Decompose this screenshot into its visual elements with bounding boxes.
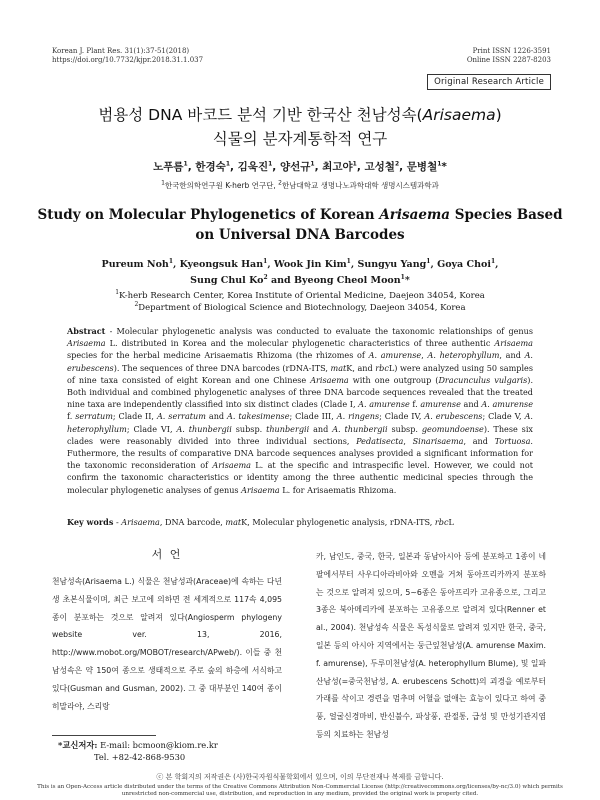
- keyword-segment: , DNA barcode,: [159, 517, 226, 527]
- english-affiliation-1: $^1$K-herb Research Center, Korea Institute of Oriental Medicine, Daejeon 34054, Korea: [115, 289, 485, 301]
- author-separator: ,: [430, 259, 438, 270]
- english-title-line2: on Universal DNA Barcodes: [195, 227, 405, 243]
- author-name: Byeong Cheol Moon: [294, 275, 401, 286]
- abstract-segment: ). The sequences of three DNA barcodes (rDNA-ITS,: [113, 362, 331, 373]
- abstract-segment: K, and: [346, 362, 376, 373]
- author-affiliation-mark: 1: [310, 160, 315, 168]
- abstract-segment: A. amurense: [358, 399, 410, 410]
- author-name: 노푸름: [153, 161, 184, 173]
- author-separator: ,: [314, 161, 323, 173]
- abstract-segment: A. serratum: [156, 411, 206, 422]
- abstract-segment: thunbergii: [266, 423, 310, 434]
- abstract-segment: Arisaema: [310, 374, 349, 385]
- print-issn: Print ISSN 1226-3591: [472, 47, 551, 55]
- abstract-segment: Arisaema: [241, 484, 280, 495]
- korean-affiliations: $^1$한국한의학연구원 K-herb 연구단, $^2$한남대학교 생명나노과학대학 생명시스템과학과: [161, 179, 439, 190]
- author-name: Sungyu Yang: [357, 259, 427, 270]
- journal-header-left: [52, 47, 203, 65]
- abstract-segment: A. erubescens: [424, 411, 483, 422]
- author-name: 고성철: [364, 161, 395, 173]
- author-name: 김욱진: [237, 161, 269, 173]
- abstract-segment: A. thunbergii: [176, 423, 232, 434]
- keyword-segment: L: [448, 517, 454, 527]
- abstract-segment: . Futhermore, the results of comparative DNA barcode sequences analyses provided a significant information for the taxonomic reconsideration of: [67, 435, 533, 471]
- author-affiliation-mark: 1: [346, 257, 351, 265]
- abstract-segment: A. heterophyllum: [67, 411, 533, 434]
- abstract-segment: L. for Arisaematis Rhizoma.: [279, 484, 397, 495]
- korean-title-line2: 식물의 분자계통학적 연구: [212, 130, 388, 148]
- abstract-segment: A. heterophyllum: [427, 350, 500, 361]
- abstract-segment: mat: [330, 362, 347, 373]
- abstract-segment: subsp.: [387, 423, 422, 434]
- abstract-segment: Sinarisaema: [412, 435, 464, 446]
- abstract-segment: A. takesimense: [227, 411, 290, 422]
- online-issn: Online ISSN 2287-8203: [466, 56, 551, 64]
- author-affiliation-mark: 1: [263, 257, 268, 265]
- korean-title-line1: 범용성 DNA 바코드 분석 기반 한국산 천남성속(Arisaema): [98, 106, 502, 124]
- abstract-segment: rbc: [375, 362, 389, 373]
- keywords-label: Key words: [67, 517, 114, 527]
- author-name: 양선규: [279, 161, 311, 173]
- author-separator: ,: [267, 259, 274, 270]
- author-separator: ,: [495, 259, 499, 270]
- author-separator: *: [404, 275, 410, 286]
- abstract-segment: A. amurense: [368, 350, 422, 361]
- abstract-segment: L) were analyzed using 50 samples of nine taxa consisted of eight Korean and one Chinese: [67, 362, 533, 385]
- author-name: Wook Jin Kim: [273, 259, 347, 270]
- keyword-segment: K, Molecular phylogenetic analysis, rDNA-ITS,: [241, 517, 435, 527]
- author-name: Pureum Noh: [101, 259, 169, 270]
- author-affiliation-mark: 1: [352, 160, 357, 168]
- author-affiliation-mark: 1: [183, 160, 188, 168]
- abstract-body: [67, 326, 533, 495]
- abstract-segment: - Molecular phylogenetic analysis was conducted to evaluate the taxonomic relationships of genus: [105, 326, 533, 336]
- author-affiliation-mark: 1: [426, 257, 431, 265]
- author-name: 한경숙: [195, 161, 226, 173]
- keyword-segment: -: [113, 517, 122, 527]
- abstract-segment: ; Clade II,: [112, 411, 157, 422]
- abstract-segment: serratum: [75, 411, 113, 422]
- footnote-divider: [52, 735, 156, 736]
- abstract: [67, 325, 533, 496]
- article-type-badge: Original Research Article: [427, 74, 551, 90]
- author-separator: and: [267, 275, 294, 286]
- abstract-segment: and: [460, 399, 482, 410]
- author-affiliation-mark: 2: [263, 273, 268, 281]
- abstract-segment: subsp.: [231, 423, 267, 434]
- abstract-segment: with one outgroup (: [348, 374, 439, 385]
- corresponding-author-email: *교신저자: E-mail: bcmoon@kiom.re.kr: [58, 740, 218, 750]
- abstract-segment: Arisaema: [494, 338, 533, 349]
- author-separator: ,: [272, 161, 280, 173]
- abstract-segment: Arisaema: [67, 338, 106, 349]
- abstract-segment: f.: [67, 411, 76, 422]
- author-affiliation-mark: 1: [268, 160, 273, 168]
- author-separator: ,: [399, 161, 407, 173]
- author-separator: ,: [350, 259, 358, 270]
- english-affiliation-2: $^2$Department of Biological Science and Biotechnology, Daejeon 34054, Korea: [134, 301, 466, 313]
- korean-authors: [0, 159, 600, 174]
- intro-heading: 서 언: [151, 548, 183, 561]
- corresponding-author-tel: Tel. +82-42-868-9530: [94, 752, 186, 762]
- abstract-segment: L. at the specific and intraspecific level. However, we could not confirm the taxonomic characteristics or identity among the three authentic medicinal species through the molecular phylogenetic analyses of genus: [67, 460, 533, 495]
- author-separator: ,: [230, 161, 238, 173]
- abstract-segment: ; Clade III,: [289, 411, 337, 422]
- author-name: Kyeongsuk Han: [179, 259, 264, 270]
- abstract-segment: ; Clade V,: [482, 411, 525, 422]
- english-title-line1: Study on Molecular Phylogenetics of Korean Arisaema Species Based: [37, 207, 563, 223]
- abstract-segment: , and: [463, 435, 495, 446]
- author-separator: ,: [356, 161, 365, 173]
- author-name: 최고야: [322, 161, 353, 173]
- abstract-segment: Pedatisecta: [356, 435, 404, 446]
- body-text-left: 천남성속(Arisaema L.) 식물은 천남성과(Araceae)에 속하는 다년생 초본식물이며, 최근 보고에 의하면 전 세계적으로 117속 4,095종이 분포하는 것으로 알려져 있다(Angiosperm phylogeny website ver. 13, 2016, http://www.mobot.org/MOBOT/research/APweb/). 이들 중 천남성속은 약 150여 종으로 생태적으로 주로 숲의 하층에 서식하고 있다(Gusman and Gusman, 2002). 그 중 대부분인 140여 종이 히말라야, 스리랑: [52, 577, 282, 711]
- abstract-segment: A. ringens: [336, 411, 380, 422]
- author-separator: *: [441, 161, 447, 173]
- author-separator: ,: [173, 259, 180, 270]
- abstract-segment: A. thunbergii: [332, 423, 388, 434]
- body-text-right: 카, 남인도, 중국, 한국, 일본과 동남아시아 등에 분포하고 1종이 네팔에서부터 사우디아라비아와 오멘을 거쳐 동아프리카까지 분포하는 것으로 알려져 있으며, 5~6종은 동아프리카 고유종으로, 그리고 3종은 북아메리카에 분포하는 고유종으로 알려져 있다(Renner et al., 2004). 천남성속 식물은 독성식물로 알려져 있지만 한국, 중국, 일본 등의 아시아 지역에서는 둥근잎천남성(A. amurense Maxim. f. amurense), 두루미천남성(A. heterophyllum Blume), 및 일파산남성(=중국천남성, A. erubescens Schott)의 괴경을 예로부터 가래를 삭이고 경련을 멈추며 어혈을 없애는 효능이 있다고 하여 중풍, 얼굴신경마비, 반신불수, 파상풍, 관절통, 급성 및 만성기관지염 등의 치료하는 천남성: [316, 552, 546, 739]
- keyword-segment: rbc: [434, 517, 449, 527]
- abstract-segment: f.: [409, 399, 421, 410]
- keywords-body: [113, 517, 454, 527]
- abstract-segment: Dracunculus vulgaris: [438, 374, 528, 385]
- author-name: Goya Choi: [437, 259, 491, 270]
- abstract-segment: and: [205, 411, 228, 422]
- author-separator: ,: [187, 161, 196, 173]
- author-affiliation-mark: 1: [400, 273, 405, 281]
- copyright-notice: ⓒ 본 학회지의 저작권은 (사)한국자원식물학회에서 있으며, 이의 무단전재나 복제를 금합니다.: [156, 773, 444, 781]
- journal-citation: Korean J. Plant Res. 31(1):37-51(2018): [52, 47, 190, 55]
- journal-header-right: [467, 47, 551, 65]
- abstract-segment: ; Clade IV,: [379, 411, 425, 422]
- abstract-segment: L. distributed in Korea and the molecular phylogenetic characteristics of three authentic: [105, 338, 495, 349]
- author-name: 문병철: [406, 161, 438, 173]
- abstract-segment: ,: [421, 350, 428, 361]
- abstract-label: Abstract: [67, 326, 106, 336]
- author-affiliation-mark: 2: [394, 160, 400, 168]
- abstract-segment: ; Clade VI,: [126, 423, 177, 434]
- abstract-segment: geomundoense: [421, 423, 484, 434]
- keywords: [67, 516, 533, 528]
- abstract-segment: Arisaema: [212, 460, 251, 471]
- abstract-segment: species for the herbal medicine Arisaematis Rhizoma (the rhizomes of: [67, 350, 369, 361]
- abstract-segment: ). These six clades were reasonably divided into three individual sections,: [67, 423, 533, 446]
- author-affiliation-mark: 1: [168, 257, 174, 265]
- abstract-segment: Tortuosa: [494, 435, 531, 446]
- author-name: Sung Chul Ko: [190, 275, 264, 286]
- abstract-segment: , and: [499, 350, 525, 361]
- english-authors-line1: [0, 259, 600, 270]
- keyword-segment: mat: [225, 517, 242, 527]
- author-affiliation-mark: 1: [437, 160, 442, 168]
- english-authors-line2: [0, 275, 600, 286]
- abstract-segment: and: [309, 423, 333, 434]
- abstract-segment: A. amurense: [481, 399, 533, 410]
- abstract-segment: ,: [403, 435, 413, 446]
- abstract-segment: amurense: [420, 399, 461, 410]
- open-access-notice: This is an Open-Access article distributed under the terms of the Creative Commons Attribution Non-Commercial License (http://creativecommons.org/licenses/by-nc/3.0) which permits unrestricted non-commercial use, distribution, and reproduction in any medium, provided the original work is properly cited.: [37, 784, 563, 797]
- abstract-segment: A. erubescens: [67, 350, 533, 373]
- abstract-segment: ). Both individual and combined phylogenetic analyses of three DNA barcode sequences revealed that the treated nine taxa are independently classified into six distinct clades (Clade I,: [67, 374, 534, 410]
- author-affiliation-mark: 1: [225, 160, 230, 168]
- author-affiliation-mark: 1: [490, 257, 496, 265]
- doi-link[interactable]: https://doi.org/10.7732/kjpr.2018.31.1.037: [52, 56, 204, 64]
- keyword-segment: Arisaema: [121, 517, 160, 527]
